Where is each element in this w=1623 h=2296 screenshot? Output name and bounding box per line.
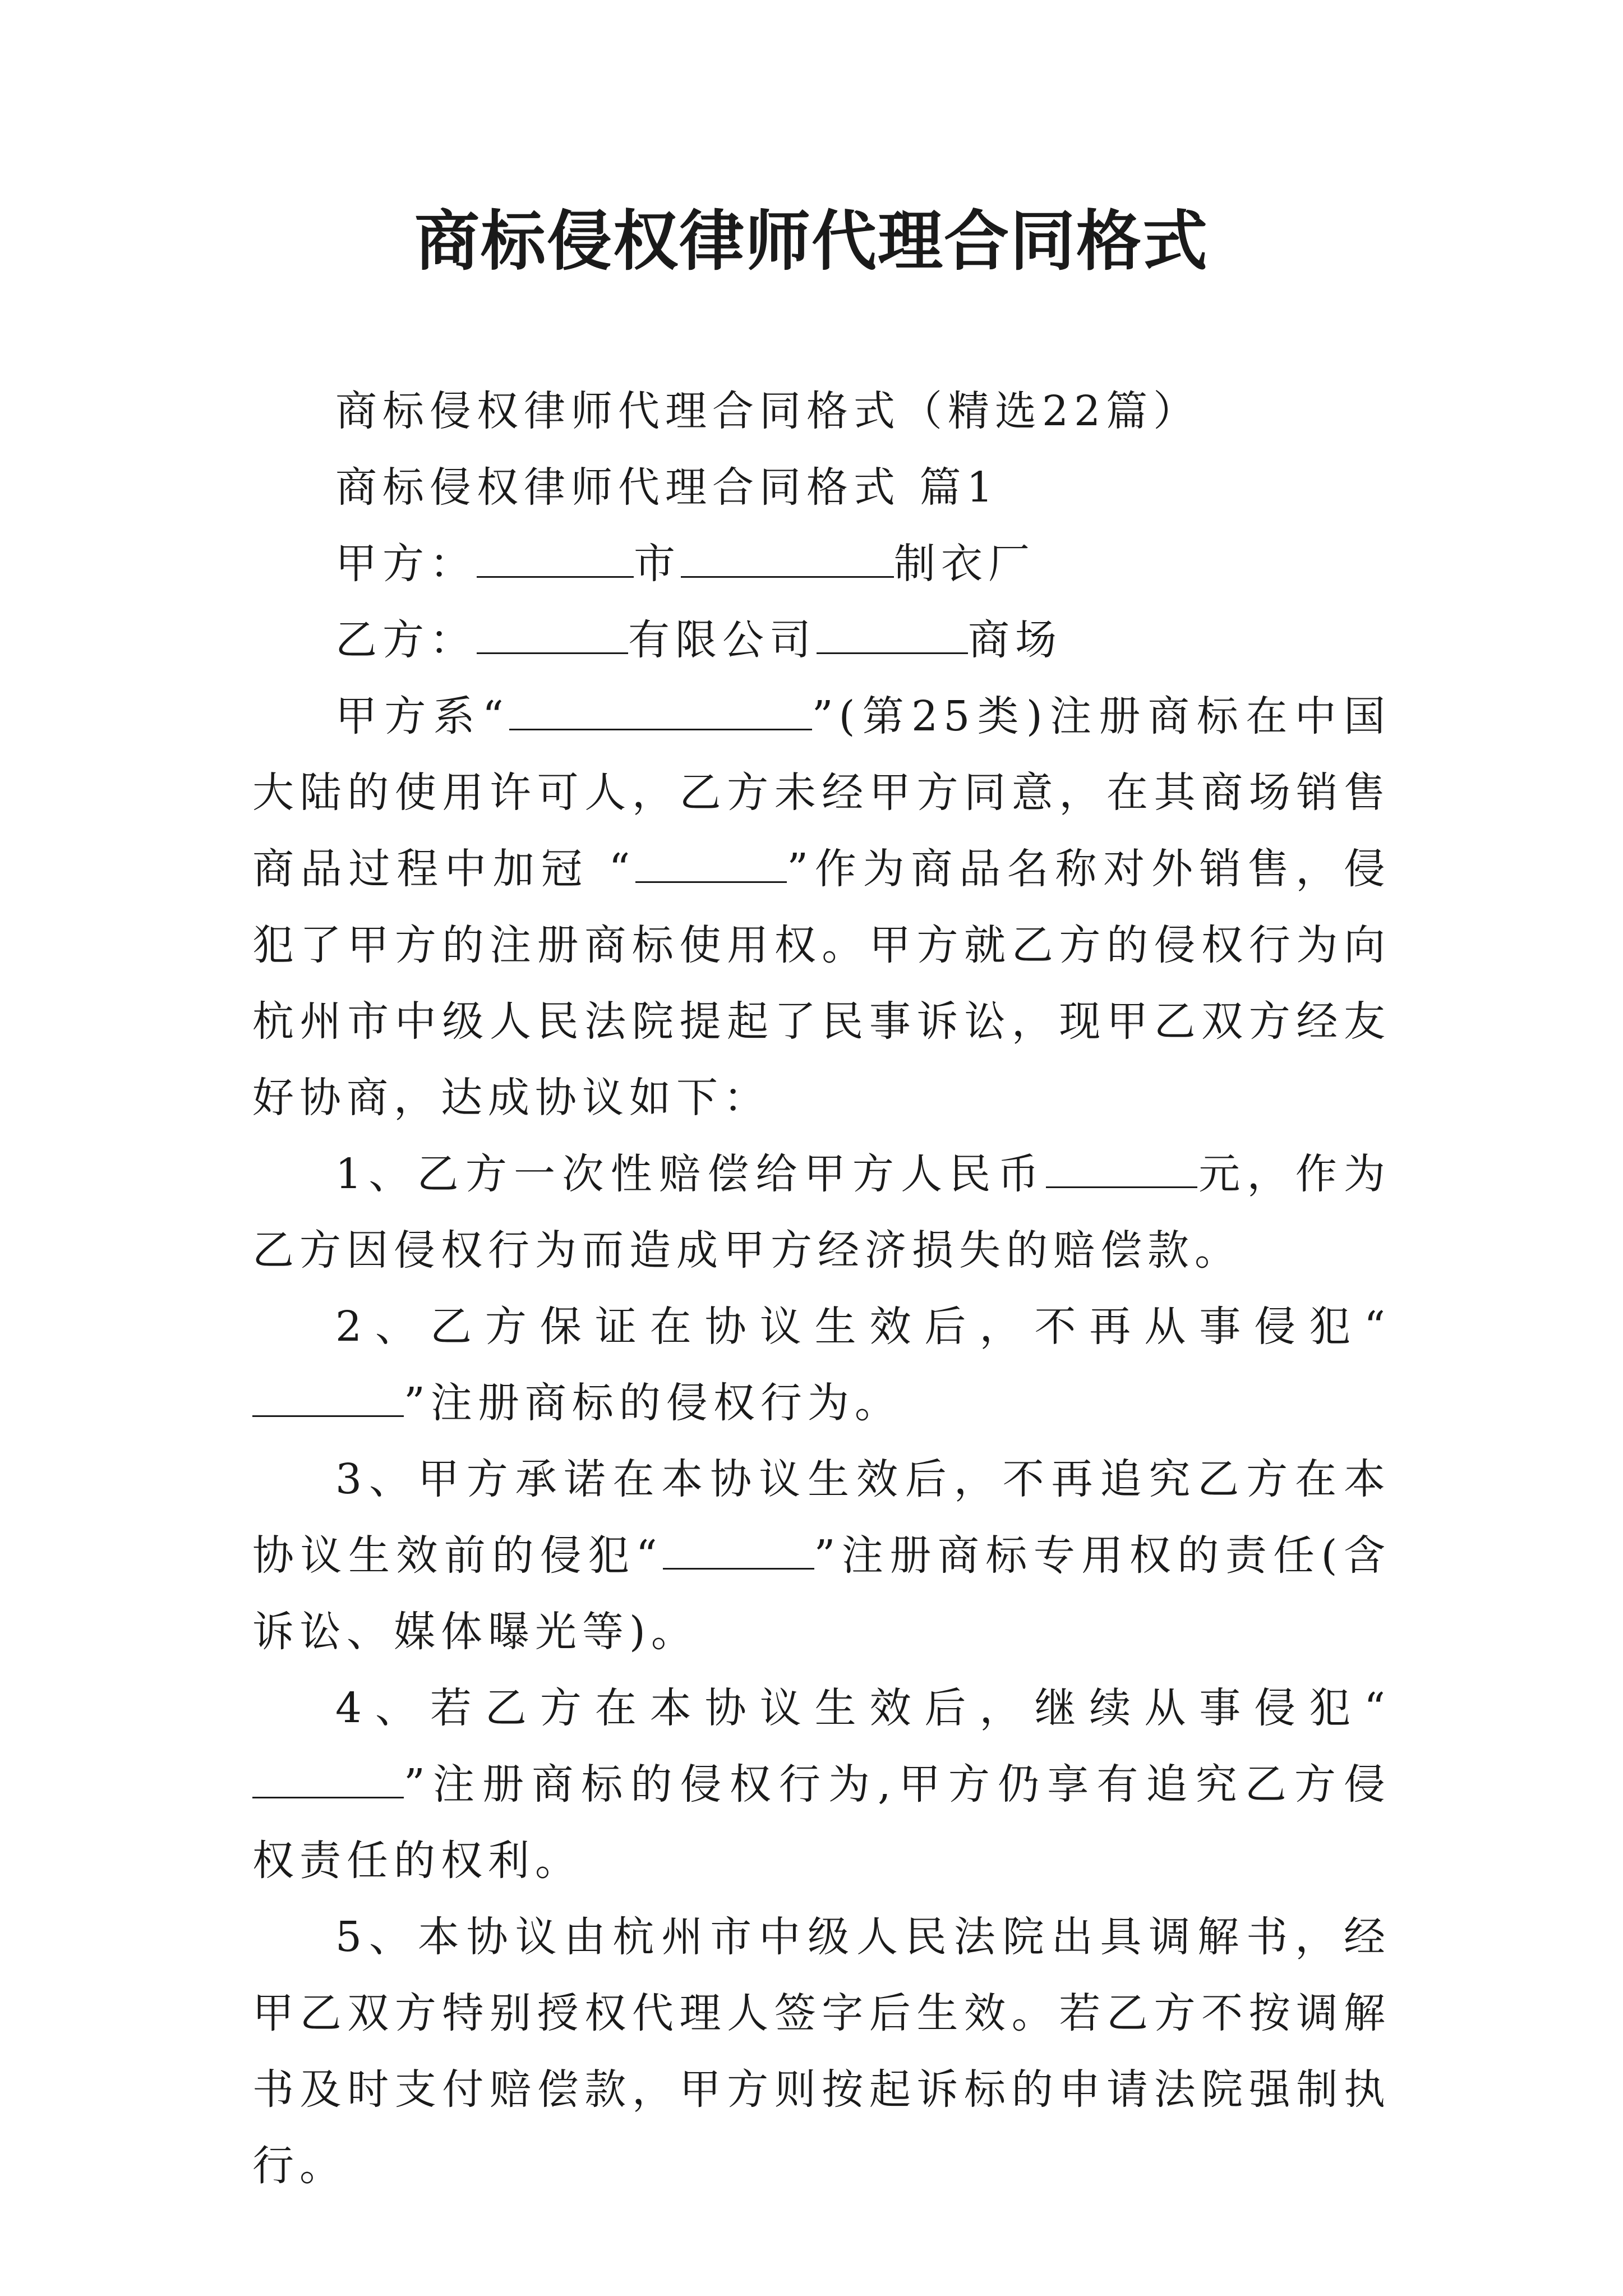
blank-trademark-2 (635, 842, 787, 883)
preamble-text-1: 甲方系“ (335, 692, 509, 740)
party-a-label: 甲方： (335, 540, 477, 588)
subtitle-paragraph (252, 373, 1391, 449)
blank-trademark-4 (663, 1529, 814, 1570)
clause-2-text-1: 2、乙方保证在协议生效后，不再从事侵犯“ (335, 1303, 1391, 1351)
clause-1-text-2: 元，作为乙方因侵权行为而造成甲方经济损失的赔偿款。 (252, 1150, 1391, 1274)
section-heading-text: 商标侵权律师代理合同格式 篇1 (335, 463, 999, 512)
document-title: 商标侵权律师代理合同格式 (414, 203, 1209, 279)
party-a-factory-label: 制衣厂 (894, 540, 1035, 588)
document-body (252, 373, 1391, 2204)
clause-2-text-2: ”注册商标的侵权行为。 (404, 1379, 902, 1427)
blank-amount (1046, 1147, 1197, 1188)
clause-4-text-2: ”注册商标的侵权行为,甲方仍享有追究乙方侵权责任的权利。 (252, 1760, 1391, 1885)
party-b-label: 乙方： (335, 616, 477, 664)
clause-1 (252, 1136, 1391, 1289)
clause-4 (252, 1670, 1391, 1899)
section-heading (252, 449, 1391, 526)
preamble-text-2: ”(第25类)注册商标在中国大陆的使用许可人，乙方未经甲方同意，在其商场销售商品过程中加冠 “ (252, 692, 1391, 893)
clause-4-text-1: 4、若乙方在本协议生效后，继续从事侵犯“ (335, 1684, 1391, 1732)
party-a-line (252, 526, 1391, 602)
preamble-text-3: ”作为商品名称对外销售，侵犯了甲方的注册商标使用权。甲方就乙方的侵权行为向杭州市中级人民法院提起了民事诉讼，现甲乙双方经友好协商，达成协议如下： (252, 845, 1391, 1122)
preamble-paragraph (252, 678, 1391, 1136)
clause-5 (252, 1899, 1391, 2204)
clause-5-text: 5、本协议由杭州市中级人民法院出具调解书，经甲乙双方特别授权代理人签字后生效。若乙方不按调解书及时支付赔偿款，甲方则按起诉标的申请法院强制执行。 (252, 1913, 1391, 2190)
party-b-line (252, 602, 1391, 678)
blank-mall-name (817, 613, 968, 654)
blank-trademark-1 (509, 689, 812, 730)
clause-2 (252, 1289, 1391, 1441)
subtitle-text: 商标侵权律师代理合同格式（精选22篇） (335, 387, 1201, 435)
blank-trademark-5 (252, 1757, 404, 1798)
clause-3-text-1: 3、甲方承诺在本协议生效后，不再追究乙方在本协议生效前的侵犯“ (252, 1455, 1391, 1580)
blank-trademark-3 (252, 1376, 404, 1417)
blank-city (477, 537, 634, 578)
blank-company-name (477, 613, 628, 654)
clause-3-text-2: ”注册商标专用权的责任(含诉讼、媒体曝光等)。 (252, 1531, 1391, 1656)
clause-3 (252, 1441, 1391, 1670)
blank-factory-name (681, 537, 894, 578)
party-a-city-label: 市 (634, 540, 681, 588)
party-b-company-label: 有限公司 (628, 616, 817, 664)
clause-1-text-1: 1、乙方一次性赔偿给甲方人民币 (335, 1150, 1046, 1198)
party-b-mall-label: 商场 (968, 616, 1062, 664)
